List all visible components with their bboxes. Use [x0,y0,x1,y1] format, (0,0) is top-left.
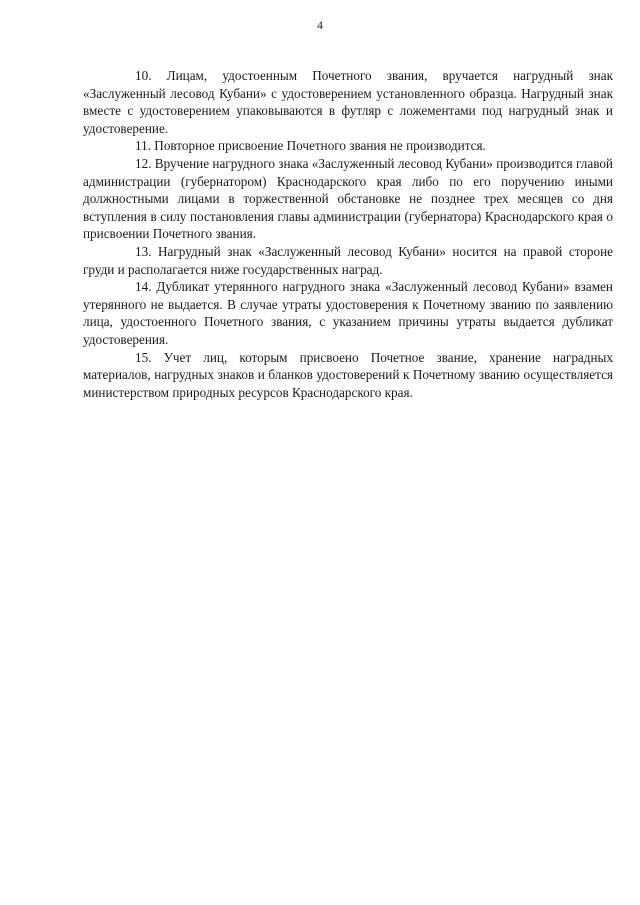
paragraph-13: 13. Нагрудный знак «Заслуженный лесовод Кубани» носится на правой стороне груди и располагается ниже государственных наград. [83,243,613,277]
paragraph-10: 10. Лицам, удостоенным Почетного звания, вручается нагрудный знак «Заслуженный лесовод Кубани» с удостоверением установленного образца. Нагрудный знак вместе с удостоверением упаковываются в футляр с ложементами под нагрудный знак и удостоверение. [83,68,613,136]
paragraph-14: 14. Дубликат утерянного нагрудного знака «Заслуженный лесовод Кубани» взамен утерянного не выдается. В случае утраты удостоверения к Почетному званию по заявлению лица, удостоенного Почетного звания, с указанием причины утраты выдается дубликат удостоверения. [83,279,613,347]
document-body [83,67,613,401]
page-number: 4 [317,18,323,32]
paragraph-15: 15. Учет лиц, которым присвоено Почетное звание, хранение наградных материалов, нагрудных знаков и бланков удостоверений к Почетному званию осуществляется министерством природных ресурсов Краснодарского края. [83,349,613,400]
paragraph-12: 12. Вручение нагрудного знака «Заслуженный лесовод Кубани» производится главой администрации (губернатором) Краснодарского края либо по его поручению иными должностными лицами в торжественной обстановке не позднее трех месяцев со дня вступления в силу постановления главы администрации (губернатора) Краснодарского края о присвоении Почетного звания. [83,155,613,242]
paragraph-11: 11. Повторное присвоение Почетного звания не производится. [135,138,486,154]
